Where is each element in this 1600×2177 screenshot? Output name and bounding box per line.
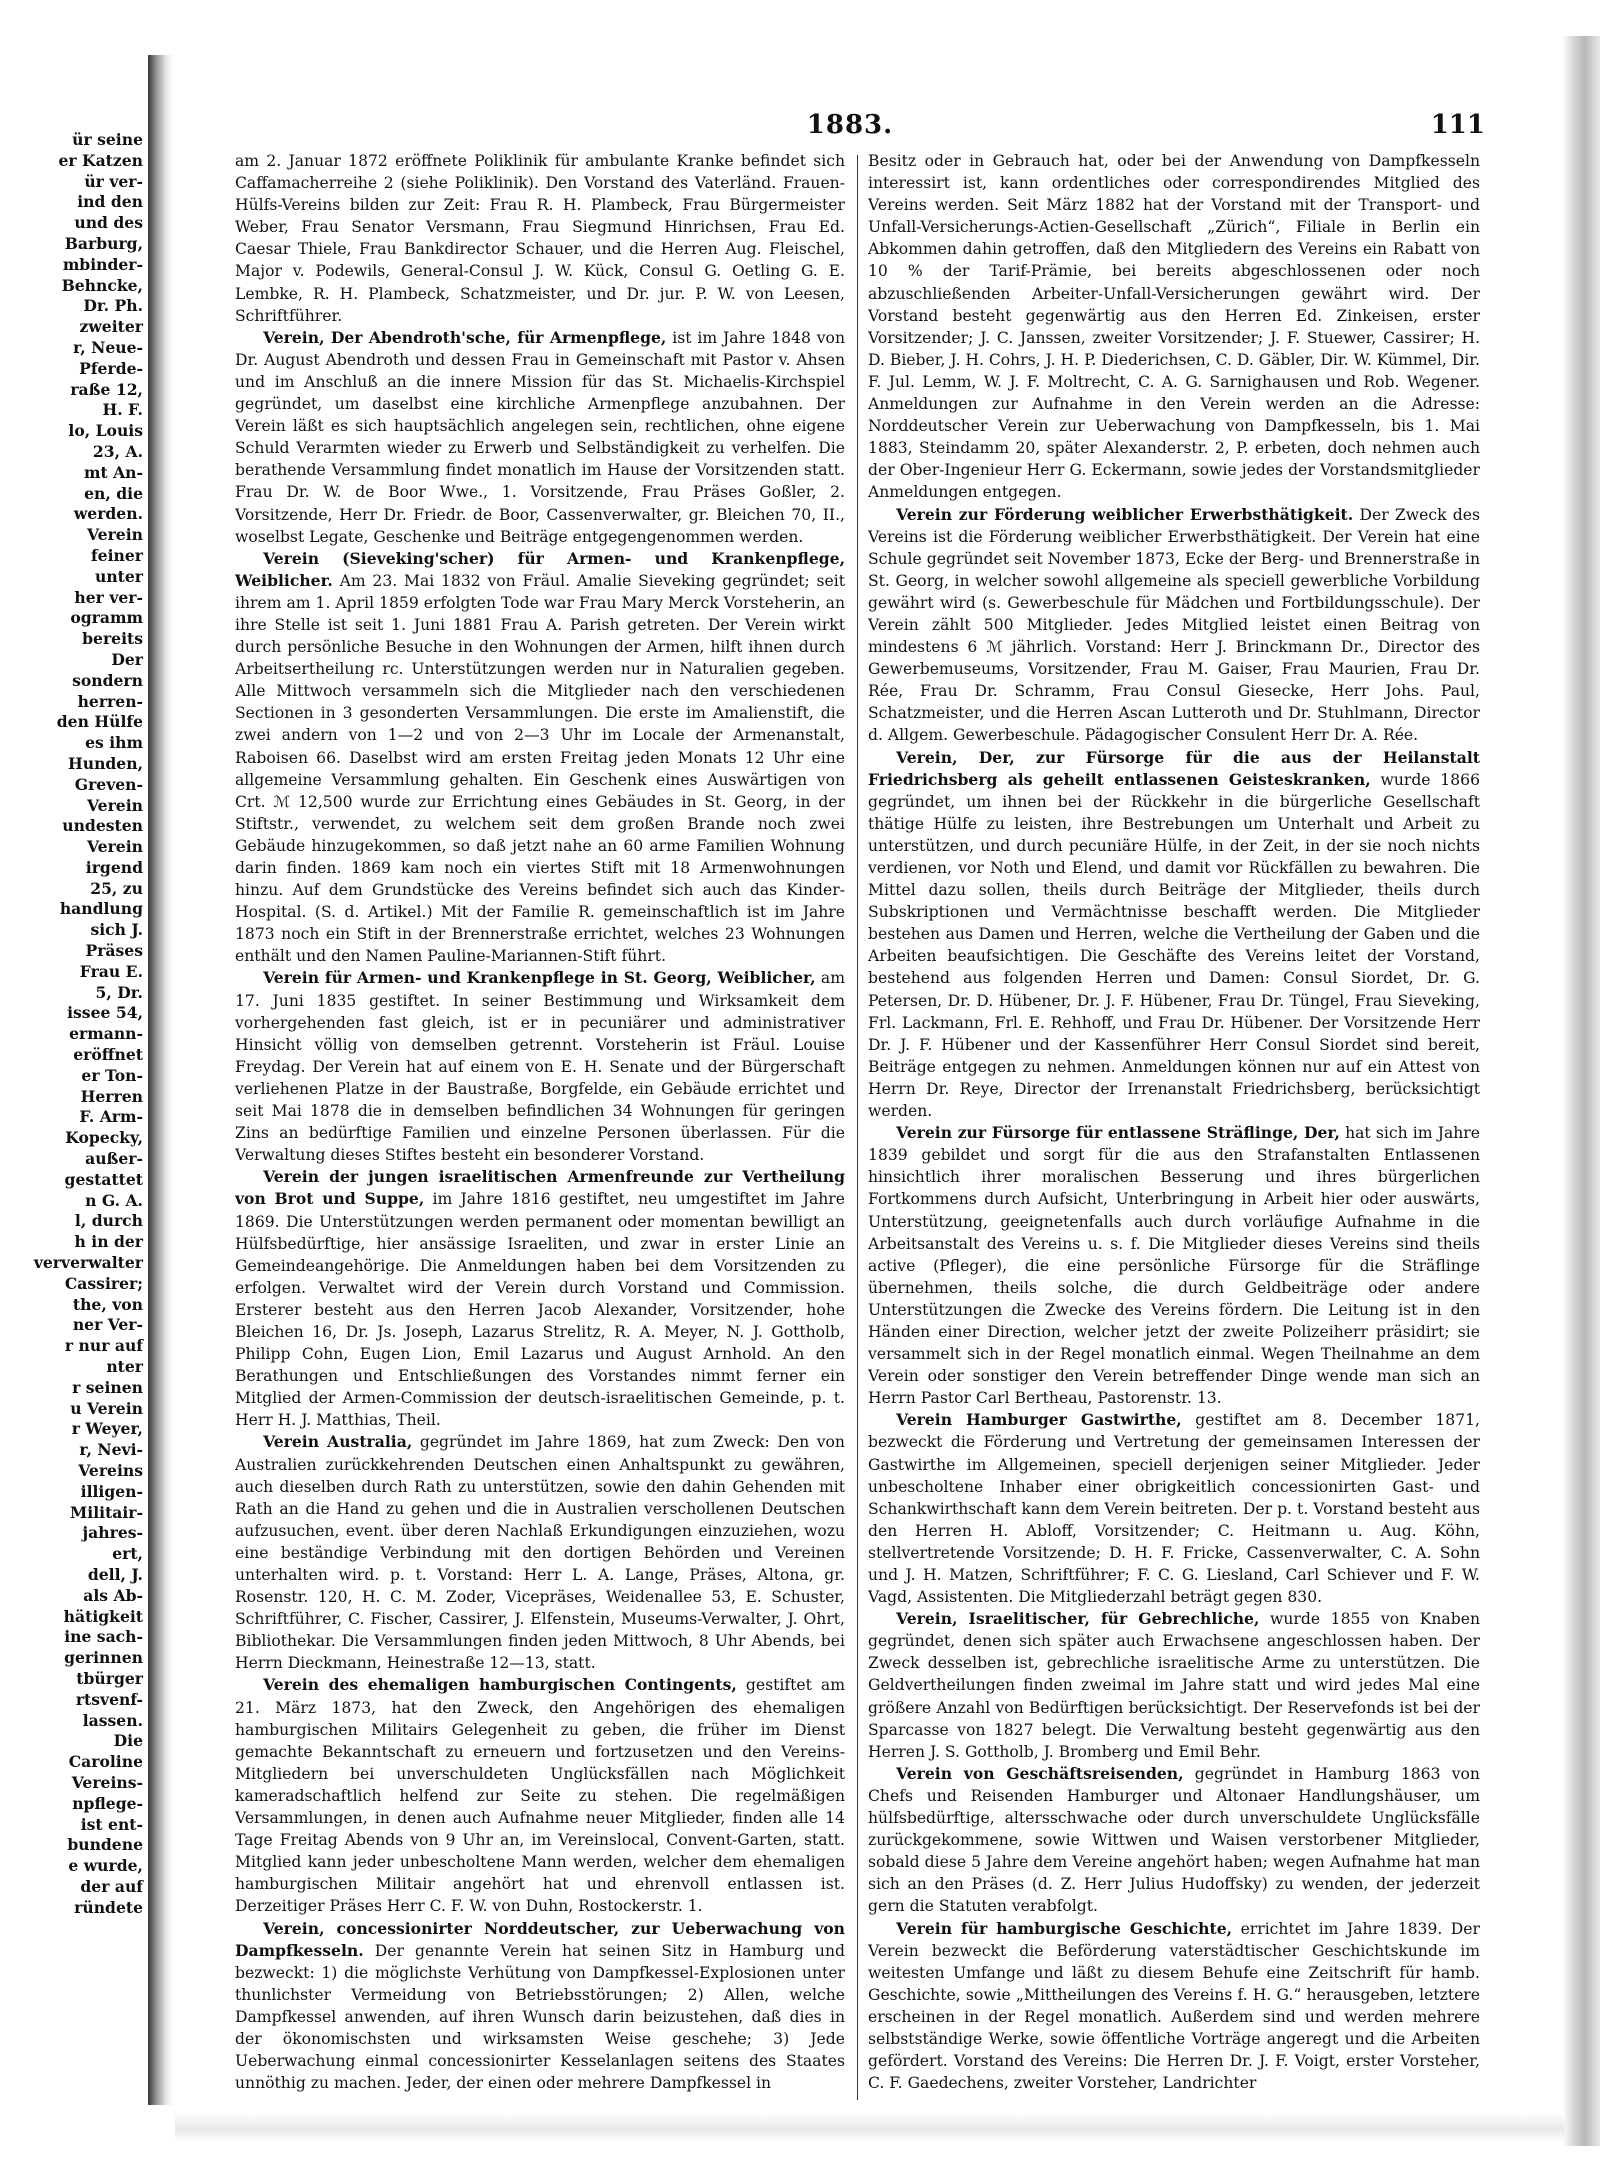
fragment-line: ogramm	[70, 608, 143, 628]
fragment-line: Barburg,	[64, 233, 143, 253]
fragment-line: Kopecky,	[65, 1128, 143, 1148]
fragment-line: gestattet	[64, 1169, 143, 1189]
fragment-line: tbürger	[76, 1668, 143, 1688]
fragment-line: den Hülfe	[56, 712, 143, 732]
fragment-line: npflege-	[72, 1793, 143, 1813]
fragment-line: sich J.	[90, 920, 143, 940]
entry-text: ist im Jahre 1848 von Dr. August Abendroth und dessen Frau in Gemeinschaft mit Pastor v. Ahsen und im Anschluß an die innere Mission für das St. Michaelis-Kirchspiel gegründet, um daselbst eine kirchliche Armenpflege anzubahnen. Der Verein läßt es sich hauptsächlich angelegen sein, rechtlichen, ohne eigene Schuld Verarmten wieder zu Erwerb und Selbständigkeit zu verhelfen. Die berathende Versammlung findet monatlich im Hause der Vorsitzenden statt. Frau Dr. W. de Boor Wwe., 1. Vorsitzende, Frau Präses Goßler, 2. Vorsitzende, Herr Dr. Friedr. de Boor, Cassenverwalter, gr. Bleichen 70, II., woselbst Legate, Geschenke und Beiträge entgegengenommen werden.	[235, 328, 845, 546]
directory-entry	[868, 1409, 1480, 1608]
fragment-line: r, Neue-	[73, 337, 143, 357]
fragment-line: handlung	[59, 899, 143, 919]
fragment-line: Behncke,	[61, 275, 143, 295]
book-spine-shadow	[148, 55, 174, 2105]
entry-text: hat sich im Jahre 1839 gebildet und sorgt für die aus den Strafanstalten Entlassenen hinsichtlich ihrer moralischen Besserung und ihres bürgerlichen Fortkommens durch Aufsicht, Unterbringung in Arbeit hier oder auswärts, Unterstützung, geeignetenfalls auch durch vorläufige Aufnahme in die Arbeitsanstalt des Vereins u. s. f. Die Mitglieder dieses Vereins sind theils active (Pfleger), die eine persönliche Fürsorge für die Sträflinge übernehmen, theils solche, die durch Geldbeiträge oder andere Unterstützungen die Zwecke des Vereins fördern. Die Leitung ist in den Händen einer Direction, welcher jetzt der zweite Polizeiherr präsidirt; sie versammelt sich in der Regel monatlich einmal. Wegen Theilnahme an dem Verein oder sonstiger den Verein betreffender Dinge wende man sich an Herrn Pastor Carl Bertheau, Pastorenstr. 13.	[868, 1124, 1480, 1408]
fragment-line: H. F.	[102, 400, 143, 420]
entry-text: wurde 1866 gegründet, um ihnen bei der Rückkehr in die bürgerliche Gesellschaft thätige Hülfe zu leisten, ihre Bestrebungen um Unterhalt und Arbeit zu unterstützen, und durch pecuniäre Hülfe, in der Zeit, in der sie noch nichts verdienen, vor Noth und Elend, und damit vor Rückfällen zu bewahren. Die Mittel dazu sollen, theils durch Beiträge der Mitglieder, theils durch Subskriptionen und Vermächtnisse beschafft werden. Die Mitglieder bestehen aus Damen und Herren, welche die Vertheilung der Gaben und die Arbeiten beaufsichtigen. Die Geschäfte des Vereins leitet der Vorstand, bestehend aus folgenden Herren und Damen: Consul Siordet, Dr. G. Petersen, Dr. D. Hübener, Dr. J. F. Hübener, Frau Dr. Tüngel, Frau Sieveking, Frl. Lackmann, Frl. E. Rehhoff, und Frau Dr. Hübener. Der Vorsitzende Herr Dr. J. F. Hübener und der Kassenführer Herr Consul Siordet sind bereit, Beiträge entgegen zu nehmen. Anmeldungen können nur auf ein Attest von Herrn Dr. Reye, Director der Irrenanstalt Friedrichsberg, berücksichtigt werden.	[868, 770, 1480, 1121]
fragment-line: dell, J.	[87, 1564, 143, 1584]
directory-entry	[868, 1608, 1480, 1763]
fragment-line: ververwalter	[33, 1253, 143, 1273]
fragment-line: als Ab-	[83, 1585, 143, 1605]
entry-text: gestiftet am 21. März 1873, hat den Zweck, den Angehörigen des ehemaligen hamburgischen Militairs Gelegenheit zu geben, die früher im Dienst gemachte Bekanntschaft zu erneuern und fortzusetzen und den Vereins-Mitgliedern bei unverschuldeten Unglücksfällen nach Möglichkeit kameradschaftlich helfend zur Seite zu stehen. Die regelmäßigen Versammlungen, in denen auch Aufnahme neuer Mitglieder, finden alle 14 Tage Freitag Abends von 9 Uhr an, im Vereinslocal, Convent-Garten, statt. Mitglied kann jeder unbescholtene Mann werden, welcher dem ehemaligen hamburgischen Militair angehört hat und ehrenvoll entlassen ist. Derzeitiger Präses Herr C. F. W. von Duhn, Rostockerstr. 1.	[235, 1676, 845, 1916]
directory-entry	[868, 1122, 1480, 1409]
fragment-line: undesten	[62, 816, 143, 836]
page-edge-bottom	[175, 2112, 1565, 2142]
fragment-line: eröffnet	[73, 1045, 143, 1065]
entry-title: Verein zur Förderung weiblicher Erwerbsthätigkeit.	[896, 504, 1354, 524]
directory-entry	[868, 150, 1480, 504]
fragment-line: zweiter	[79, 317, 143, 337]
fragment-line: er Ton-	[81, 1065, 143, 1085]
fragment-line: r seinen	[72, 1377, 143, 1397]
entry-title: Verein Australia,	[263, 1432, 413, 1452]
fragment-line: außer-	[85, 1149, 143, 1169]
fragment-line: ind den	[77, 192, 143, 212]
fragment-line: unter	[94, 566, 143, 586]
entry-title: Verein, Der Abendroth'sche, für Armenpflege,	[263, 327, 667, 347]
fragment-line: Vereins	[78, 1461, 143, 1480]
entry-title: Verein für Armen- und Krankenpflege in St. Georg, Weiblicher,	[263, 968, 816, 988]
page-edge-right	[1562, 36, 1600, 2146]
fragment-line: Pferde-	[79, 358, 143, 378]
fragment-line: the, von	[72, 1294, 143, 1314]
fragment-line: Verein	[87, 525, 143, 545]
fragment-line: r nur auf	[64, 1336, 143, 1356]
fragment-line: Cassirer;	[64, 1273, 143, 1293]
fragment-line: Verein	[87, 837, 143, 857]
fragment-line: illigen-	[80, 1481, 143, 1501]
directory-entry	[868, 1763, 1480, 1918]
fragment-line: mbinder-	[62, 254, 143, 274]
entry-text: im Jahre 1816 gestiftet, neu umgestiftet im Jahre 1869. Die Unterstützungen werden permanent oder momentan bewilligt an Hülfsbedürftige, hier ansässige Israeliten, und zwar in erster Linie an Gemeindeangehörige. Die Anmeldungen haben bei dem Vorsitzenden zu erfolgen. Verwaltet wird der Verein durch Vorstand und Commission. Ersterer besteht aus den Herren Jacob Alexander, Vorsitzender, hohe Bleichen 16, Dr. Js. Joseph, Lazarus Strelitz, R. A. Meyer, N. J. Gottholb, Philipp Cohn, Eugen Lion, Emil Lazarus und August Arnhold. An den Berathungen und Entschließungen des Vorstandes nimmt ferner ein Mitglied der Armen-Commission der deutsch-israelitischen Gemeinde, p. t. Herr H. J. Matthias, Theil.	[235, 1190, 845, 1430]
page-number: 111	[1430, 110, 1485, 140]
fragment-line: und des	[74, 213, 143, 233]
fragment-line: Militair-	[70, 1502, 143, 1522]
fragment-line: n G. A.	[85, 1190, 143, 1210]
directory-entry	[235, 1674, 845, 1917]
fragment-line: gerinnen	[64, 1648, 143, 1668]
directory-entry	[235, 327, 845, 548]
fragment-line: Caroline	[68, 1752, 143, 1772]
fragment-line: Dr. Ph.	[83, 296, 143, 316]
fragment-line: issee 54,	[67, 1003, 143, 1023]
directory-entry	[235, 548, 845, 968]
fragment-line: ert,	[112, 1544, 143, 1564]
fragment-line: mt An-	[83, 462, 143, 482]
entry-text: Besitz oder in Gebrauch hat, oder bei der Anwendung von Dampfkesseln interessirt ist, kann ordentliches oder correspondirendes Mitglied des Vereins werden. Seit März 1882 hat der Vorstand mit der Transport- und Unfall-Versicherungs-Actien-Gesellschaft „Zürich“, Filiale in Berlin ein Abkommen dahin getroffen, daß den Mitgliedern des Vereins ein Rabatt von 10 % der Tarif-Prämie, bei bereits abgeschlossenen oder noch abzuschließenden Arbeiter-Unfall-Versicherungen gewährt wird. Der Vorstand besteht gegenwärtig aus den Herren Ed. Zinkeisen, erster Vorsitzender; J. C. Janssen, zweiter Vorsitzender; J. F. Stuewer, Cassirer; H. D. Bieber, J. H. Cohrs, J. H. P. Diederichsen, C. D. Gäbler, Dir. W. Kümmel, Dir. F. Jul. Lemm, W. J. F. Moltrecht, C. A. G. Sarnighausen und Rob. Wegener. Anmeldungen zur Aufnahme in den Verein werden an die Adresse: Norddeutscher Verein zur Ueberwachung von Dampfkesseln, bis 1. Mai 1883, Steindamm 20, später Alexanderstr. 2, P. erbeten, doch nehmen auch der Ober-Ingenieur Herr G. Eckermann, sowie jedes der Vorstandsmitglieder Anmeldungen entgegen.	[868, 152, 1480, 502]
fragment-line: er Katzen	[58, 150, 143, 170]
entry-text: wurde 1855 von Knaben gegründet, denen sich später auch Erwachsene angeschlossen haben. Der Zweck desselben ist, gebrechliche israelitische Arme zu unterstützen. Die Geldvertheilungen finden zweimal im Jahre statt und wird jedes Mal eine größere Anzahl von Bedürftigen berücksichtigt. Der Reservefonds ist bei der Sparcasse von 1827 belegt. Die Verwaltung besteht gegenwärtig aus den Herren J. S. Gottholb, J. Bromberg und Emil Behr.	[868, 1610, 1480, 1761]
entry-text: errichtet im Jahre 1839. Der Verein bezweckt die Beförderung vaterstädtischer Geschichtskunde im weitesten Umfange und läßt zu diesem Behufe eine Zeitschrift für hamb. Geschichte, sowie „Mittheilungen des Vereins f. H. G.“ herausgeben, letztere erscheinen in der Regel monatlich. Außerdem sind und werden mehrere selbstständige Werke, sowie öffentliche Vorträge angeregt und die Arbeiten gefördert. Vorstand des Vereins: Die Herren Dr. J. F. Voigt, erster Vorsteher, C. F. Gaedechens, zweiter Vorsteher, Landrichter	[868, 1919, 1480, 2093]
fragment-line: irgend	[85, 857, 143, 877]
page-year: 1883.	[806, 110, 894, 140]
fragment-line: lassen.	[82, 1710, 143, 1730]
fragment-line: bereits	[82, 629, 143, 649]
entry-title: Verein (Sieveking'scher) für Armen- und Krankenpflege, Weiblicher.	[235, 548, 845, 590]
directory-entry	[868, 747, 1480, 1123]
fragment-line: Hunden,	[68, 753, 143, 773]
directory-entry	[235, 1166, 845, 1431]
entry-title: Verein des ehemaligen hamburgischen Contingents,	[263, 1675, 737, 1695]
entry-text: am 17. Juni 1835 gestiftet. In seiner Bestimmung und Wirksamkeit dem vorhergehenden fast gleich, ist er in pecuniärer und administrativer Hinsicht völlig von demselben getrennt. Vorsteherin ist Fräul. Louise Freydag. Der Verein hat auf einem von E. H. Senate und der Bürgerschaft verliehenen Platze in der Baustraße, Borgfelde, ein Gebäude errichtet und seit Mai 1878 die in demselben befindlichen 34 Wohnungen für geringen Zins an bedürftige Familien und einzelne Personen überlassen. Für die Verwaltung dieses Stiftes besteht ein besonderer Vorstand.	[235, 969, 845, 1165]
fragment-line: ner Ver-	[72, 1315, 143, 1335]
fragment-line: es ihm	[85, 733, 143, 753]
fragment-line: hätigkeit	[63, 1606, 143, 1626]
fragment-line: herren-	[77, 691, 143, 711]
entry-text: Der Zweck des Vereins ist die Förderung weiblicher Erwerbsthätigkeit. Der Verein hat eine Schule gegründet seit November 1873, Ecke der Berg- und Brennerstraße in St. Georg, in welcher sowohl allgemeine als speciell gewerbliche Vorbildung gewährt wird (s. Gewerbeschule für Mädchen und Fortbildungsschule). Der Verein zählt 500 Mitglieder. Jedes Mitglied leistet einen Beitrag von mindestens 6 ℳ jährlich. Vorstand: Herr J. Brinckmann Dr., Director des Gewerbemuseums, Vorsitzender, Frau M. Gaiser, Frau Maurien, Frau Dr. Rée, Frau Dr. Schramm, Frau Consul Giesecke, Herr Johs. Paul, Schatzmeister, und die Herren Ascan Lutteroth und Dr. Stuhlmann, Director d. Allgem. Gewerbeschule. Pädagogischer Consulent Herr Dr. A. Rée.	[868, 505, 1480, 745]
fragment-line: her ver-	[74, 587, 143, 607]
fragment-line: u Verein	[70, 1398, 143, 1418]
entry-title: Verein Hamburger Gastwirthe,	[896, 1410, 1182, 1430]
fragment-line: raße 12,	[70, 379, 143, 399]
entry-title: Verein von Geschäftsreisenden,	[896, 1763, 1184, 1783]
entry-title: Verein, concessionirter Norddeutscher, zur Ueberwachung von Dampfkesseln.	[235, 1918, 845, 1960]
fragment-line: der auf	[80, 1876, 143, 1896]
fragment-line: Herren	[80, 1086, 143, 1106]
fragment-line: Frau E.	[79, 961, 143, 981]
fragment-line: 23, A.	[92, 441, 143, 461]
column-divider	[857, 155, 858, 2100]
fragment-line: ist ent-	[80, 1814, 143, 1834]
directory-entry	[235, 967, 845, 1166]
fragment-line: e wurde,	[68, 1856, 143, 1876]
fragment-line: 25, zu	[90, 878, 143, 898]
directory-entry	[868, 504, 1480, 747]
entry-text: Am 23. Mai 1832 von Fräul. Amalie Sieveking gegründet; seit ihrem am 1. April 1859 erfolgten Tode war Frau Mary Merck Vorsteherin, an ihre Stelle ist seit 1. Juni 1881 Frau A. Parish getreten. Der Verein wirkt durch persönliche Besuche in den Wohnungen der Armen, hilft ihnen durch Arbeitsertheilung rc. Unterstützungen werden nur in Naturalien gegeben. Alle Mittwoch versammeln sich die Mitglieder nach den verschiedenen Sectionen in 3 gesonderten Versammlungen. Die erste im Amalienstift, die zwei andern von 1—2 und von 2—3 Uhr im Locale der Armenanstalt, Raboisen 66. Daselbst wird am ersten Freitag jeden Monats 12 Uhr eine allgemeine Versammlung gehalten. Ein Geschenk eines Auswärtigen von Crt. ℳ 12,500 wurde zur Errichtung eines Gebäudes in St. Georg, in der Stiftstr., verwendet, zu welchem seit dem großen Brande noch zwei Gebäude hinzugekommen, so daß jetzt nahe an 60 arme Familien Wohnung darin finden. 1869 kam noch ein viertes Stift mit 18 Armenwohnungen hinzu. Auf dem Grundstücke des Vereins befindet sich auch das Kinder-Hospital. (S. d. Artikel.) Mit der Familie R. gemeinschaftlich ist im Jahre 1873 noch ein Stift in der Brennerstraße errichtet, welches 23 Wohnungen enthält und den Namen Pauline-Mariannen-Stift führt.	[235, 571, 845, 966]
fragment-line: jahres-	[82, 1523, 143, 1543]
running-head	[215, 110, 1485, 150]
fragment-line: feiner	[90, 545, 143, 565]
fragment-line: Der	[111, 649, 143, 669]
directory-entry	[235, 150, 845, 327]
entry-title: Verein für hamburgische Geschichte,	[896, 1918, 1233, 1938]
fragment-line: r Weyer,	[71, 1419, 143, 1439]
directory-entry	[868, 1918, 1480, 2095]
fragment-line: bundene	[67, 1835, 143, 1855]
fragment-line: ründete	[74, 1897, 143, 1917]
text-column-left	[235, 150, 845, 2100]
directory-entry	[235, 1431, 845, 1674]
fragment-line: Präses	[85, 941, 143, 961]
fragment-line: sondern	[72, 670, 143, 690]
fragment-line: rtsvenf-	[75, 1689, 143, 1709]
entry-title: Verein zur Fürsorge für entlassene Sträflinge, Der,	[896, 1123, 1340, 1143]
fragment-line: en, die	[84, 483, 143, 503]
fragment-line: F. Arm-	[79, 1107, 143, 1127]
fragment-line: r, Nevi-	[79, 1440, 143, 1460]
directory-entry	[235, 1918, 845, 2095]
entry-title: Verein, Der, zur Fürsorge für die aus der Heilanstalt Friedrichsberg als geheilt entlassenen Geisteskranken,	[868, 747, 1480, 789]
entry-text: gegründet in Hamburg 1863 von Chefs und Reisenden Hamburger und Altonaer Handlungshäuser, um hülfsbedürftige, altersschwache oder durch unverschuldete Unglücksfälle zurückgekommene, sowie Wittwen und Waisen verstorbener Mitglieder, sobald diese 5 Jahre dem Vereine angehört haben; wegen Aufnahme hat man sich an den Präses (d. Z. Herr Julius Hudoffsky) zu wenden, der jederzeit gern die Statuten verabfolgt.	[868, 1764, 1480, 1916]
text-column-right	[868, 150, 1480, 2100]
fragment-line: Vereins-	[71, 1772, 143, 1792]
fragment-line: ermann-	[69, 1024, 143, 1044]
previous-page-fragment	[0, 130, 145, 2060]
entry-text: am 2. Januar 1872 eröffnete Poliklinik für ambulante Kranke befindet sich Caffamacherreihe 2 (siehe Poliklinik). Den Vorstand des Vaterländ. Frauen-Hülfs-Vereins bilden zur Zeit: Frau R. H. Plambeck, Frau Bürgermeister Weber, Frau Senator Versmann, Frau Siegmund Hinrichsen, Frau Ed. Caesar Thiele, Frau Bankdirector Schauer, und die Herren Aug. Fleischel, Major v. Podewils, General-Consul J. W. Kück, Consul G. Oetling G. E. Lembke, R. H. Plambeck, Schatzmeister, und Dr. jur. P. W. von Leesen, Schriftführer.	[235, 152, 845, 325]
fragment-line: l, durch	[74, 1211, 143, 1231]
fragment-line: Greven-	[74, 774, 143, 794]
fragment-line: lo, Louis	[68, 421, 143, 441]
fragment-line: nter	[106, 1357, 143, 1377]
fragment-line: 5, Dr.	[95, 982, 143, 1002]
fragment-line: ür ver-	[84, 171, 143, 191]
fragment-line: h in der	[74, 1232, 143, 1252]
fragment-line: Die	[113, 1731, 143, 1751]
fragment-line: ine sach-	[64, 1627, 143, 1647]
entry-title: Verein der jungen israelitischen Armenfreunde zur Vertheilung von Brot und Suppe,	[235, 1167, 845, 1209]
entry-text: gestiftet am 8. December 1871, bezweckt die Förderung und Vertretung der gemeinsamen Interessen der Gastwirthe im Allgemeinen, speciell derjenigen seiner Mitglieder. Jeder unbescholtene Inhaber einer obrigkeitlich concessionirten Gast- und Schankwirthschaft kann dem Verein beitreten. Der p. t. Vorstand besteht aus den Herren H. Abloff, Vorsitzender; C. Heitmann u. Aug. Köhn, stellvertretende Vorsitzende; D. H. F. Fricke, Cassenverwalter, C. A. Sohn und J. H. Matzen, Schriftführer; F. C. G. Liesland, Carl Schiever und F. W. Vagd, Assistenten. Die Mitgliederzahl beträgt gegen 830.	[868, 1411, 1480, 1607]
fragment-line: Verein	[87, 795, 143, 815]
entry-text: gegründet im Jahre 1869, hat zum Zweck: Den von Australien zurückkehrenden Deutschen einen Anhaltspunkt zu gewähren, auch dieselben durch Rath zu unterstützen, sowie den dahin Gehenden mit Rath an die Hand zu gehen und die in Australien verschollenen Deutschen aufzusuchen, event. über deren Nachlaß Erkundigungen einzuziehen, wozu eine beständige Verbindung mit den dortigen Behörden und Vereinen unterhalten wird. p. t. Vorstand: Herr L. A. Lange, Präses, Altona, gr. Rosenstr. 120, H. C. M. Zoder, Vicepräses, Weidenallee 53, E. Schuster, Schriftführer, C. Fischer, Cassirer, J. Elfenstein, Museums-Verwalter, J. Ohrt, Bibliothekar. Die Versammlungen finden jeden Mittwoch, 8 Uhr Abends, bei Herrn Dieckmann, Heinestraße 12—13, statt.	[235, 1433, 845, 1673]
entry-title: Verein, Israelitischer, für Gebrechliche,	[896, 1609, 1260, 1629]
entry-text: Der genannte Verein hat seinen Sitz in Hamburg und bezweckt: 1) die möglichste Verhütung von Dampfkessel-Explosionen unter thunlichster Vermeidung von Betriebsstörungen; 2) Allen, welche Dampfkessel anwenden, auf ihren Wunsch darin beizustehen, daß dies in der ökonomischsten und wirksamsten Weise geschehe; 3) Jede Ueberwachung einmal concessionirter Kesselanlagen seitens des Staates unnöthig zu machen. Jeder, der einen oder mehrere Dampfkessel in	[235, 1941, 845, 2093]
fragment-line: ür seine	[72, 130, 143, 149]
fragment-line: werden.	[73, 504, 143, 524]
